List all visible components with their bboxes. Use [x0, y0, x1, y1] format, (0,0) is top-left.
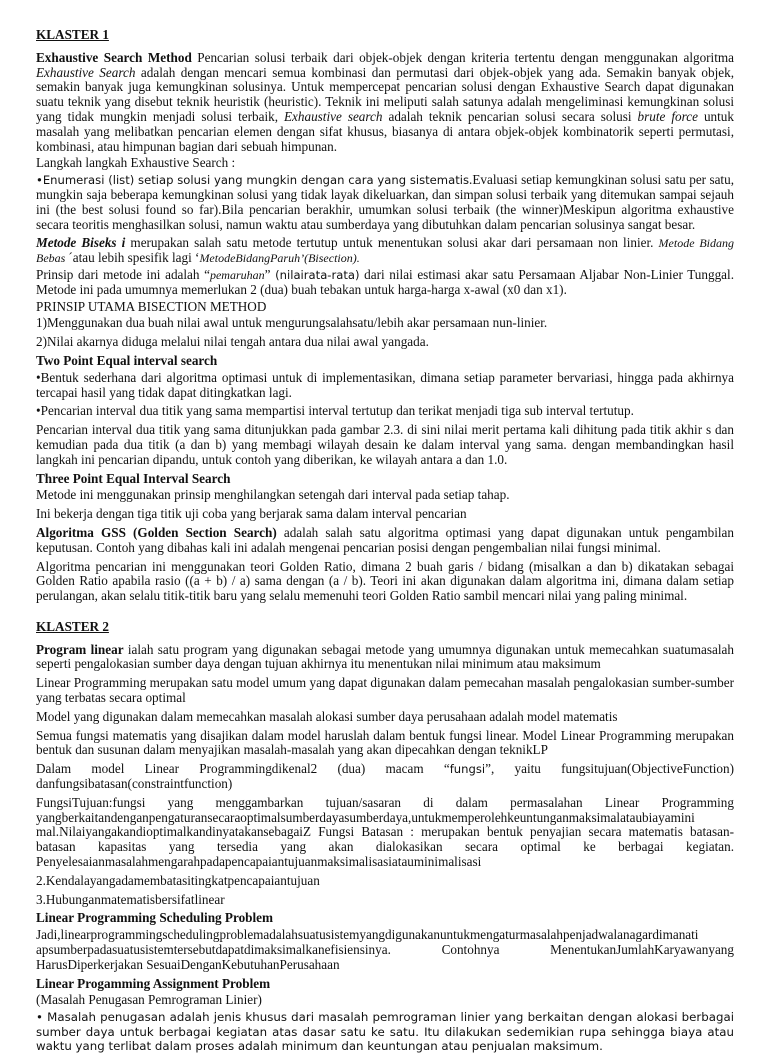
text-span: Pencarian solusi terbaik dari objek-objek dengan kriteria tertentu dengan menggunakan algoritma [191, 49, 734, 65]
exhaustive-search-paragraph [36, 51, 734, 155]
document-page [36, 28, 734, 1056]
assignment-paragraph: • Masalah penugasan adalah jenis khusus dari masalah pemrograman linier yang berkaitan dengan alokasi berbagai sumber daya untuk berbagai kegiatan atas dasar satu ke satu. Itu dilakukan sedemikian rupa sehingga biaya atau waktu yang terlibat dalam proses adalah minimum dan keuntungan atau penjualan maksimum. [36, 1010, 734, 1054]
sans-text: fungsi [449, 762, 486, 777]
lp-paragraph-1: Linear Programming merupakan satu model umum yang dapat digunakan dalam pemecahan masalah pengalokasian sumber-sumber yang terbatas secara optimal [36, 675, 734, 706]
two-point-bullet-1: •Bentuk sederhana dari algoritma optimasi untuk di implementasikan, dimana setiap parameter bervariasi, hingga pada akhirnya tercapai hasil yang tidak dapat ditingkatkan lagi. [36, 369, 734, 400]
prinsip-utama-item-1: 1)Menggunakan dua buah nilai awal untuk mengurungsalahsatu/lebih akar persamaan nun-linier. [36, 315, 548, 331]
italic-term: brute force [637, 108, 698, 124]
two-point-title: Two Point Equal interval search [36, 352, 218, 368]
lp-paragraph-2: Model yang digunakan dalam memecahkan masalah alokasi sumber daya perusahaan adalah model matematis [36, 708, 618, 724]
prinsip-paragraph [36, 268, 734, 298]
two-point-paragraph: Pencarian interval dua titik yang sama ditunjukkan pada gambar 2.3. di sini nilai merit pertama kali dihitung pada titik akhir s dan kemudian pada dua titik (a dan b) yang membagi wilayah desain ke dalam interval yang sama. dengan membandingkan hasil langkah ini pencarian dipandu, untuk contoh yang diberikan, ke wilayah antara a dan 1.0. [36, 422, 734, 467]
gss-term: Algoritma GSS (Golden Section Search) [36, 524, 277, 540]
lp-paragraph-7: 3.Hubunganmatematisbersifatlinear [36, 891, 225, 907]
klaster-2-heading: KLASTER 2 [36, 618, 109, 634]
text-span: merupakan salah satu metode tertutup untuk menentukan solusi akar dari persamaan non linier. [125, 235, 659, 251]
italic-term: Metode Bidang Bebas [36, 236, 734, 266]
italic-term: pemaruhan [209, 267, 265, 282]
italic-term: MetodeBidangParuh’(Bisection). [199, 251, 360, 266]
text-span: ialah satu program yang digunakan sebagai metode yang umumnya digunakan untuk memecahkan suatumasalah seperti pengalokasian sumber daya dengan tujuan akhirnya itu menentukan nilai minimum atau maksimum [36, 641, 734, 672]
prinsip-utama-title: PRINSIP UTAMA BISECTION METHOD [36, 298, 267, 314]
sans-text: (nilairata-rata) [275, 267, 360, 282]
lp-paragraph-4 [36, 762, 734, 792]
prinsip-utama-item-2: 2)Nilai akarnya diduga melalui nilai tengah antara dua nilai awal yangada. [36, 334, 429, 350]
langkah-title: Langkah langkah Exhaustive Search : [36, 155, 236, 171]
lp-paragraph-3: Semua fungsi matematis yang disajikan dalam model haruslah dalam bentuk fungsi linear. Model Linear Programming merupakan bentuk dan susunan dalam menyajikan masalah-masalah yang akan dipecahkan dengan teknikLP [36, 727, 734, 758]
gss-paragraph-2: Algoritma pencarian ini menggunakan teori Golden Ratio, dimana 2 buah garis / bidang (misalkan a dan b) dikatakan sebagai Golden Ratio apabila rasio ((a + b) / a) sama dengan (a / b). Teori ini akan digunakan dalam algoritma ini, dimana dalam setiap perulangan, akan selalu titik-titik baru yang selalu memenuhi teori Golden Ratio sambil mencari nilai yang paling minimal. [36, 558, 734, 604]
klaster-1-heading: KLASTER 1 [36, 27, 109, 42]
scheduling-paragraph: Jadi,linearprogrammingschedulingproblemadalahsuatusistemyangdigunakanuntukmengaturmasalahpenjadwalanagardimanati apsumberpadasuatusistemtersebutdapatdimaksimalkanefisiensinya. Contohnya MenentukanJumlahKaryawanyang HarusDiperkerjakan SesuaiDenganKebutuhanPerusahaan [36, 927, 734, 972]
lp-paragraph-6: 2.Kendalayangadamembatasitingkatpencapaiantujuan [36, 872, 320, 888]
program-linear-paragraph [36, 643, 734, 673]
text-span: adalah teknik pencarian solusi secara solusi [382, 108, 638, 124]
assignment-subtitle: (Masalah Penugasan Pemrograman Linier) [36, 992, 262, 1008]
text-span: adalah dengan mencari semua kombinasi dan permutasi dari objek-objek yang ada. Semakin banyak objek, semakin banyak juga kemungkinan solusinya. Untuk mempercepat pencarian solusi dengan Exhaustive Search dapat digunakan suatu teknik yang disebut teknik heuristik (heuristic). Teknik ini meliputi salah satunya adalah mengeliminasi kemungkinan solusi yang tidak mungkin menjadi solusi terbaik, [36, 64, 734, 124]
text-span: Dalam model Linear Programmingdikenal2 (dua) macam “ [36, 761, 450, 777]
text-span: Prinsip dari metode ini adalah “ [36, 266, 210, 282]
three-point-line-2: Ini bekerja dengan tiga titik uji coba yang berjarak sama dalam interval pencarian [36, 506, 467, 522]
text-span: dari nilai estimasi akar satu Persamaan Aljabar Non-Linier Tunggal. Metode ini pada umumnya memerlukan 2 (dua) buah tebakan untuk harga-harga x-awal (x0 dan x1). [36, 266, 734, 297]
program-linear-term: Program linear [36, 641, 124, 657]
biseksi-paragraph [36, 236, 734, 266]
exhaustive-search-term: Exhaustive Search Method [36, 49, 192, 65]
lp-paragraph-5: FungsiTujuan:fungsi yang menggambarkan tujuan/sasaran di dalam permasalahan Linear Programming yangberkaitandenganpengaturansecaraoptimalsumberdayasumberdaya,untukmemperolehkeuntunganmaksimalataubiayamini mal.NilaiyangakandioptimalkandinyatakansebagaiZ Fungsi Batasan : merupakan bentuk penyajian secara matematis batasan-batasan kapasitas yang tersedia yang akan dialokasikan secara optimal ke berbagai kegiatan. Penyelesaianmasalahmengarahpadapencapaiantujuanmaksimalisasiatauminimalisasi [36, 794, 734, 870]
text-span: ´atau lebih spesifik lagi ‘ [68, 250, 200, 266]
text-span: .Evaluasi setiap kemungkinan solusi satu per satu, mungkin saja beberapa kemungkinan solusi yang tidak layak dikeluarkan, dan simpan solusi terbaik yang ditemukan sampai sejauh ini (the best solusi found so far).Bila pencarian berakhir, umumkan solusi terbaik (the winner)Meskipun algoritma exhaustive secara teoritis menghasilkan solusi, namun waktu atau sumberdaya yang dibutuhkan dalam pencarian solusinya sangat besar. [36, 172, 734, 232]
text-span: adalah salah satu algoritma optimasi yang dapat digunakan untuk pengambilan keputusan. Contoh yang dibahas kali ini adalah mengenai pencarian posisi dengan pengembalian nilai fungsi minimal. [36, 524, 734, 555]
assignment-title: Linear Progamming Assignment Problem [36, 975, 271, 991]
text-span: ” [264, 266, 276, 282]
two-point-bullet-2: •Pencarian interval dua titik yang sama mempartisi interval tertutup dan terikat menjadi tiga sub interval tertutup. [36, 403, 634, 419]
three-point-line-1: Metode ini menggunakan prinsip menghilangkan setengah dari interval pada setiap tahap. [36, 487, 510, 503]
three-point-title: Three Point Equal Interval Search [36, 470, 231, 486]
scheduling-title: Linear Programming Scheduling Problem [36, 910, 274, 926]
gss-paragraph [36, 526, 734, 556]
text-span: ”, yaitu fungsitujuan(ObjectiveFunction) danfungsibatasan(constraintfunction) [36, 761, 734, 792]
text-span: untuk masalah yang melibatkan pencarian elemen dengan sifat khusus, biasanya di antara objek-objek kombinatorik seperti permutasi, kombinasi, atau himpunan bagian dari sebuah himpunan. [36, 108, 734, 154]
biseksi-term: Metode Biseks i [36, 235, 126, 251]
italic-term: Exhaustive Search [36, 64, 136, 80]
langkah-paragraph [36, 173, 734, 232]
sans-text: •Enumerasi (list) setiap solusi yang mungkin dengan cara yang sistematis [36, 173, 470, 188]
italic-term: Exhaustive search [283, 108, 383, 124]
